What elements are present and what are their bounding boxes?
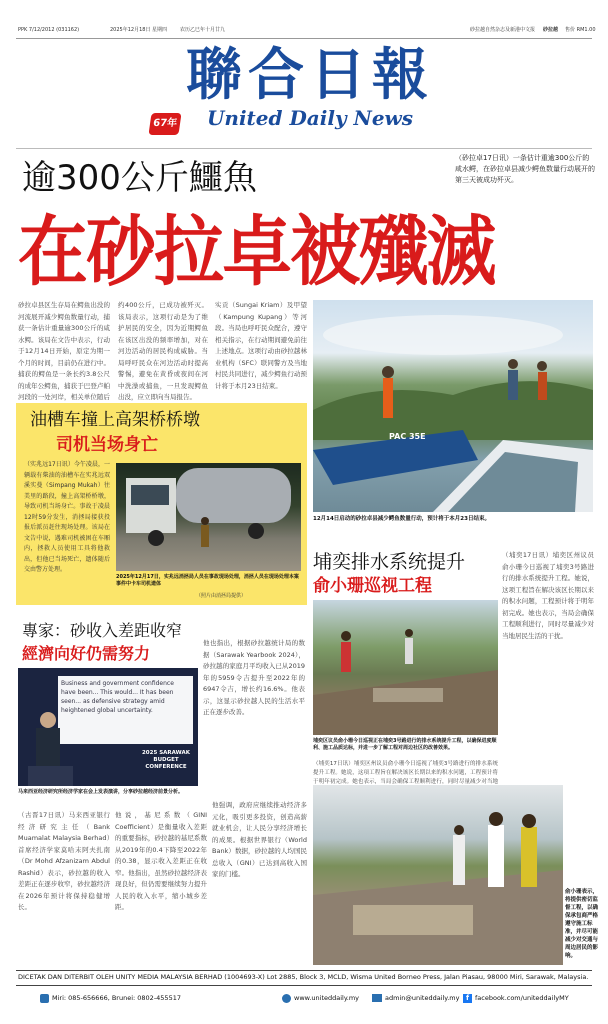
lead-text-col1: 砂拉卓县区生存局在鳄鱼出没的河流展开减少鳄鱼数量行动，捕获一条估计重量逾300公斤的咸水鳄。该局在文告中表示，行动于12月14日开始，原定为期一个月的时间，目前仍在进行中。捕获的鳄鱼是一条长约3.8公尺的成年公鳄鱼，捕获于巴登卢帕河段的一处河岸，相关单位随后 xyxy=(18,301,110,401)
globe-icon xyxy=(282,994,291,1003)
drainage-photo1-caption: 埔奕区议员俞小珊今日巡视正在埔奕3号路进行的排水系统提升工程，以确保进度顺利、施工品质达标，并进一步了解工程对周边社区的改善效果。 xyxy=(313,738,497,751)
economy-photo xyxy=(18,668,198,786)
drainage-bottom-caption: 俞小珊表示，将提供密切监督工程，以确保承包商严格遵守施工标准，并尽可能减少对交通与周边居民的影响。 xyxy=(565,889,599,959)
footer-facebook[interactable] xyxy=(463,993,569,1003)
footer-phone xyxy=(40,993,181,1003)
anniversary-badge: 67年 xyxy=(148,113,181,135)
economy-text-col4: 他强调，政府应继续推动经济多元化，吸引更多投资，创造高薪就业机会，让人民分享经济增长的成果。根据世界银行（World Bank）数据，砂拉越的人均国民总收入（GNI）已达到高收入国家的门槛。 xyxy=(212,801,307,878)
lead-kicker: 逾300公斤鱷魚 xyxy=(22,158,257,198)
conference-badge: 2025 SARAWAK BUDGET CONFERENCE xyxy=(141,750,191,770)
region-label: 砂拉越 xyxy=(543,27,559,33)
economy-headline: 經濟向好仍需努力 xyxy=(22,644,151,663)
issue-date: 2025年12月18日 星期四 xyxy=(110,27,168,33)
permit-number: PPK 7/12/2012 (031162) xyxy=(18,27,80,33)
footer-web-text[interactable]: www.uniteddaily.my xyxy=(294,994,360,1002)
lead-photo-caption: 12月14日启动的砂拉卓县减少鳄鱼数量行动，预计将于本月23日结束。 xyxy=(313,516,490,522)
drainage-photo-1 xyxy=(313,600,498,735)
price-label: 售价 RM1.00 xyxy=(565,27,596,33)
economy-photo-caption: 马来西亚经济研究所经济学家在会上发表演讲，分享砂拉越经济前景分析。 xyxy=(18,789,184,795)
facebook-icon: f xyxy=(463,994,472,1003)
tanker-body: （实兆远17日讯）今午凌晨，一辆载有柴油的油槽车在实兆远双溪实曼（Simpang Mukah）往美里的路段，撞上高架桥桥墩，导致司机当场身亡。事故于凌晨12时59分发生，消拯局接获投报后派员赶往现场处理。该局在文告中说，遇难司机被困在车厢内，拯救人员使用工具将他救出，但他已当场死亡，遗体随后交由警方处理。 xyxy=(24,461,110,573)
drainage-subhead: 俞小珊巡视工程 xyxy=(313,576,432,596)
economy-text-col3: 他也指出，根据砂拉越统计局的数据（Sarawak Yearbook 2024），砂拉越的家庭月平均收入已从2019年的5959令吉提升至2022年的6947令吉，增长约16.6%。他表示，这显示砂拉越人民的生活水平正在逐步改善。 xyxy=(203,639,305,716)
boat-label: PAC 35E xyxy=(389,432,426,441)
masthead-title: 聯合日報 xyxy=(186,42,434,108)
drainage-work-illustration xyxy=(313,600,498,735)
economy-text-col1: （古晋17日讯）马来西亚银行经济研究主任（Bank Muamalat Malaysia Berhad）首席经济学家莫哈末阿夫扎南（Dr Mohd Afzanizam Abdul Rashid）表示，砂拉越的收入差距正在逐步收窄，砂拉越经济在2026年预计将保持稳健增长。 xyxy=(18,811,110,911)
tanker-photo-caption: 2025年12月17日，实兆远消拯局人员在事故现场处理，消拯人员在现场处理本案事件中卡车司机遗体 xyxy=(116,574,299,587)
footer-web[interactable] xyxy=(282,993,359,1003)
drainage-body: （埔奕17日讯）埔奕区州议员俞小珊今日巡视了埔奕3号路进行的排水系统提升工程。她说，这项工程旨在解决该区长期以来的积水问题，工程预计将于明年初完成。她也表示，当局会确保工程顺利进行，同时尽量减少对当地居民生活的干扰。 xyxy=(502,551,594,640)
lunar-date: 农历乙巳年十月廿九 xyxy=(180,27,226,33)
lead-text-col2: 约400公斤，已成功被歼灭。该局表示，这项行动是为了维护居民的安全，因为近期鳄鱼在该区出没的频率增加，对在河边活动的居民构成威胁。当局呼吁民众在河边活动时提高警惕，避免在黄昏或夜间在河中洗澡或捕鱼，一旦发现鳄鱼出没，应立即向当局报告。 xyxy=(118,301,208,401)
presentation-slide: Business and government confidence have been... This would... It has been seen... as defensive strategy amid heightened global uncertainty. xyxy=(58,676,193,744)
economy-kicker: 專家：砂收入差距收窄 xyxy=(22,621,183,640)
drainage-headline: 埔奕排水系统提升 xyxy=(313,551,466,573)
tanker-scene-illustration xyxy=(116,463,301,571)
lead-photo xyxy=(313,300,593,512)
drainage-photo-2 xyxy=(313,785,563,965)
footer-email-text[interactable]: admin@uniteddaily.my xyxy=(385,994,460,1002)
tanker-story-box xyxy=(16,403,307,605)
drainage-body-continued: （埔奕17日讯）埔奕区州议员俞小珊今日巡视了埔奕3号路进行的排水系统提升工程。她说，这项工程旨在解决该区长期以来的积水问题，工程预计将于明年初完成。她也表示，当局会确保工程顺利进行，同时尽量减少对当地 xyxy=(313,761,498,785)
footer-email[interactable] xyxy=(372,993,459,1003)
masthead-english: United Daily News xyxy=(206,106,414,130)
crocodile-boat-illustration xyxy=(313,300,593,512)
publisher-line: DICETAK DAN DITERBIT OLEH UNITY MEDIA MALAYSIA BERHAD (1004693-X) Lot 2885, Block 3, MCLD, Wisma United Borneo Press, Jalan Piasau, 98000 Miri, Sarawak, Malaysia. xyxy=(18,973,589,981)
tanker-headline: 油槽车撞上高架桥桥墩 xyxy=(30,410,200,430)
tanker-photo xyxy=(116,463,301,571)
footer-phone-text: Miri: 085-656666, Brunei: 0802-455517 xyxy=(52,994,181,1002)
lead-text-col3: 实贡（Sungai Kriam）及甲望（Kampung Kupang）等河段。当局也呼吁民众配合，遵守相关指示，在行动期间避免前往上述地点。这项行动由砂拉越林业机构（SFC）联同警方及当地村民共同进行，减少鳄鱼行动预计将于本月23日结束。 xyxy=(215,301,307,390)
drainage-inspection-illustration xyxy=(313,785,563,965)
lead-headline: 在砂拉卓被殲滅 xyxy=(18,207,495,296)
tanker-subhead: 司机当场身亡 xyxy=(56,435,158,455)
phone-icon xyxy=(40,994,49,1003)
lead-summary: （砂拉卓17日讯）一条估计重逾300公斤的咸水鳄，在砂拉卓县减少鳄鱼数量行动展开的第三天被成功歼灭。 xyxy=(455,154,595,184)
tanker-photo-credit: （照片由消拯局提供） xyxy=(196,593,247,599)
economy-text-col2: 他说，基尼系数（GINI Coefficient）是衡量收入差距的重要指标，砂拉越的基尼系数从2019年的0.4下降至2022年的0.38，显示收入差距正在收窄。他指出，虽然砂拉越经济表现良好，但仍需要继续努力提升人民的收入水平，缩小城乡差距。 xyxy=(115,811,207,911)
edition-note: 砂拉越自然杂志及新港中文报 xyxy=(470,27,536,33)
mail-icon xyxy=(372,994,382,1002)
footer-facebook-text[interactable]: facebook.com/uniteddailyMY xyxy=(475,994,569,1002)
